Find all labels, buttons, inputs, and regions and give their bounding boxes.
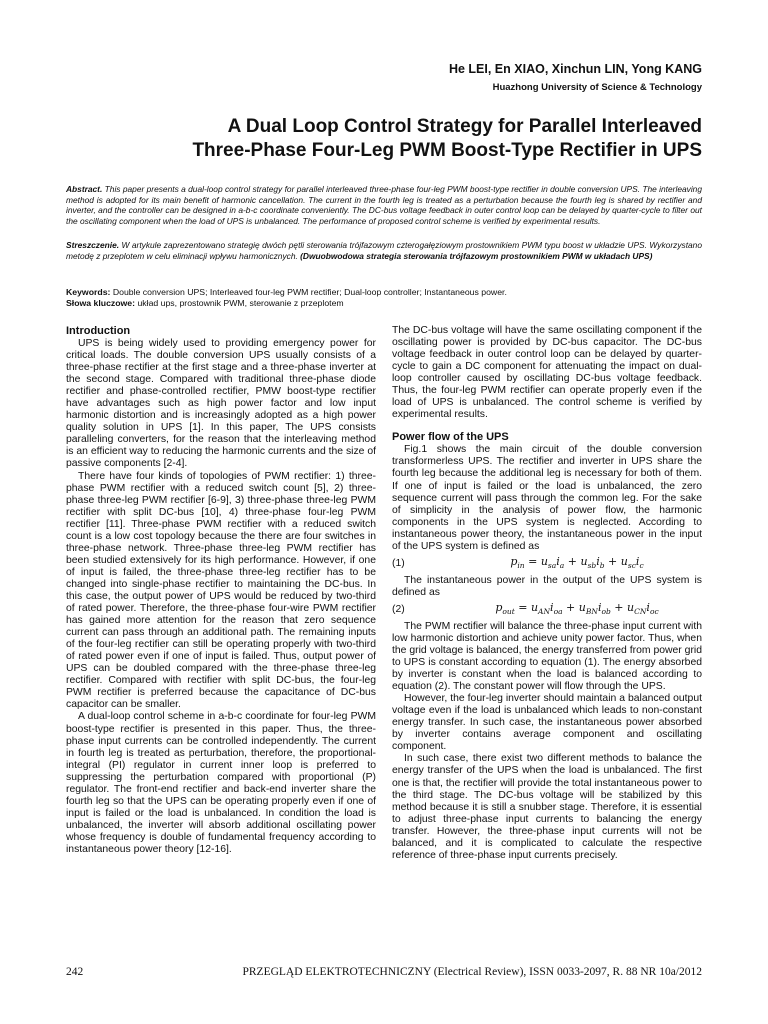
paragraph: The PWM rectifier will balance the three-phase input current with low harmonic distortion and achieve unity power factor. Thus, when the grid voltage is balanced, the energy transferred from power grid to UPS is constant according to equation (1). The energy absorbed by inverter is constant when the load is balanced according to equation (2). The constant power will flow through the UPS. [392,620,702,693]
paper-title [62,115,702,163]
streszczenie-label: Streszczenie. [66,240,120,250]
paragraph: UPS is being widely used to providing emergency power for critical loads. The double conversion UPS usually consists of a three-phase rectifier at the first stage and a three-phase inverter at the second stage. Compared with traditional three-phase diode rectifier and phase-controlled rectifier, PMW boost-type rectifier have advantages such as high power factor and low input harmonic distortion and is increasingly adopted as a high power quality solution in UPS [1]. In this paper, The UPS consists paralleling converters, for the reason that the interleaving method is an efficient way to reducing the harmonic currents and the size of passive components [2-4]. [66,338,376,470]
equation-formula: $p_{out} = u_{AN}i_{oa} + u_{BN}i_{ob} + u_{CN}i_{oc}$ [495,600,659,616]
keywords [66,287,702,308]
section-heading-power-flow: Power flow of the UPS [392,431,509,444]
right-column [392,325,702,862]
keywords-text: Double conversion UPS; Interleaved four-leg PWM rectifier; Dual-loop controller; Instantaneous power. [110,287,507,297]
keywords-label: Keywords: [66,287,111,297]
journal-info: PRZEGLĄD ELEKTROTECHNICZNY (Electrical Review), ISSN 0033-2097, R. 88 NR 10a/2012 [242,966,702,978]
authors: He LEI, En XIAO, Xinchun LIN, Yong KANG [448,62,702,76]
keywords-pl-label: Słowa kluczowe: [66,297,136,308]
paragraph: Fig.1 shows the main circuit of the double conversion transformerless UPS. The rectifier and inverter in UPS share the fourth leg because the additional leg is necessary for both of them. If one of input is failed or the load is unbalanced, the zero sequence current will pass through the common leg. For the sake of simplicity in the analysis of power flow, the harmonic components in the UPS system is neglected. According to instantaneous power theory, the instantaneous power in the input of the UPS system is defined as [392,444,702,552]
keywords-pl-text: układ ups, prostownik PWM, sterowanie z przeplotem [135,297,344,308]
equation-number: (1) [392,557,405,569]
equation-formula: $p_{in} = u_{sa}i_a + u_{sb}i_b + u_{sc}i_c$ [510,554,644,570]
paragraph: The DC-bus voltage will have the same oscillating component if the oscillating power is provided by DC-bus capacitor. The DC-bus voltage feedback in outer control loop can be delayed by quarter-cycle to gain a DC component for attenuating the impact on dual-loop controller caused by oscillating DC-bus voltage feedback. Thus, the four-leg PWM rectifier can operate properly even if the load of UPS is unbalanced. The control scheme is verified by experimental results. [392,325,702,421]
paragraph: The instantaneous power in the output of the UPS system is defined as [392,574,702,598]
streszczenie-text: W artykule zaprezentowano strategię dwóch pętli sterowania trójfazowym czterogałęziowym prostownikiem PWM typu boost w układzie UPS. Wykorzystano metodę z przeplotem w celu eliminacji wpływu harmonicznych. [66,240,702,261]
equation-2 [392,599,702,621]
title-line-1: A Dual Loop Control Strategy for Parallel Interleaved [227,116,702,137]
equation-number: (2) [392,603,405,615]
paragraph: However, the four-leg inverter should maintain a balanced output voltage even if the load is unbalanced which leads to non-constant energy transfer. In such case, the instantaneous power absorbed by inverter contains average component and oscillating component. [392,693,702,753]
equation-1 [392,553,702,575]
left-column [66,325,376,856]
abstract-label: Abstract. [66,184,103,194]
paragraph: In such case, there exist two different methods to balance the energy transfer of the UPS when the load is unbalanced. The first one is that, the rectifier will provide the total instantaneous power to the third stage. The DC-bus voltage will be stabilized by this method because it is still a snubber stage. Therefore, it is essential to adjust three-phase input currents to balancing the energy transfer. However, the three-phase input currents will not be balanced, and it is complicated to calculate the respective reference of three-phase input currents precisely. [392,753,702,861]
title-line-2: Three-Phase Four-Leg PWM Boost-Type Rectifier in UPS [192,140,702,161]
affiliation: Huazhong University of Science & Technology [492,82,702,93]
streszczenie-title: (Dwuobwodowa strategia sterowania trójfazowym prostownikiem PWM w układach UPS) [300,250,653,261]
page-number: 242 [66,966,84,978]
paragraph: There have four kinds of topologies of PWM rectifier: 1) three-phase PWM rectifier with a reduced switch count [5], 2) three-phase three-leg PWM rectifier [6-9], 3) three-phase three-leg PWM rectifier with split DC-bus [10], 4) three-phase four-leg PWM rectifier [11]. Three-phase PWM rectifier with a reduced switch count is a low cost topology because the there are four switches in three-phase network. Three-phase three-leg PWM rectifier has been studied extensively for its high performance. However, if one of input is failed, the three-phase three-leg rectifier has to be changed into single-phase rectifier to maintaining the DC-bus. In this case, the output power of UPS would be reduced by two-third of rated power. Therefore, the three-phase four-wire PWM rectifier has gained more attention for the reason that zero sequence current can pass through an additional path. The remaining inputs of the four-leg rectifier can still be operating properly with two-third of rated power even if one of input is failed. Thus, output power of UPS can be doubled compared with the three-phase three-leg rectifier. Compared with rectifier with split DC-bus, the four-leg PWM rectifier is preferred because the capacitance of DC-bus capacitor can be smaller. [66,470,376,711]
abstract-text: This paper presents a dual-loop control strategy for parallel interleaved three-phase four-leg PWM boost-type rectifier in double conversion UPS. The interleaving method is adopted for its main benefit of harmonic cancellation. The current in the fourth leg is treated as a perturbation because the fourth leg is shared by rectifier and inverter, and the controller can be designed in a-b-c coordinate conveniently. The DC-bus voltage feedback in outer control loop can be delayed by quarter-cycle to filter out the oscillating component when the load of UPS is unbalanced. The performance of proposed control scheme is verified by experimental results. [66,184,702,226]
paragraph: A dual-loop control scheme in a-b-c coordinate for four-leg PWM boost-type rectifier is presented in this paper. Thus, the three-phase input currents can be controlled independently. The current in fourth leg is treated as perturbation, therefore, the proportional-integral (PI) regulator in current inner loop is preferred to suppressing the perturbation compared with proportional (P) regulator. The front-end rectifier and back-end inverter share the fourth leg so that the UPS can be operating properly even if one of input is failed or the load is unbalanced. In condition the load is unbalanced, the inverter will absorb additional oscillating power whose frequency is double of fundamental frequency according to instantaneous power theory [12-16]. [66,711,376,855]
abstract [66,184,702,226]
streszczenie [66,240,702,261]
section-heading-introduction: Introduction [66,325,131,337]
